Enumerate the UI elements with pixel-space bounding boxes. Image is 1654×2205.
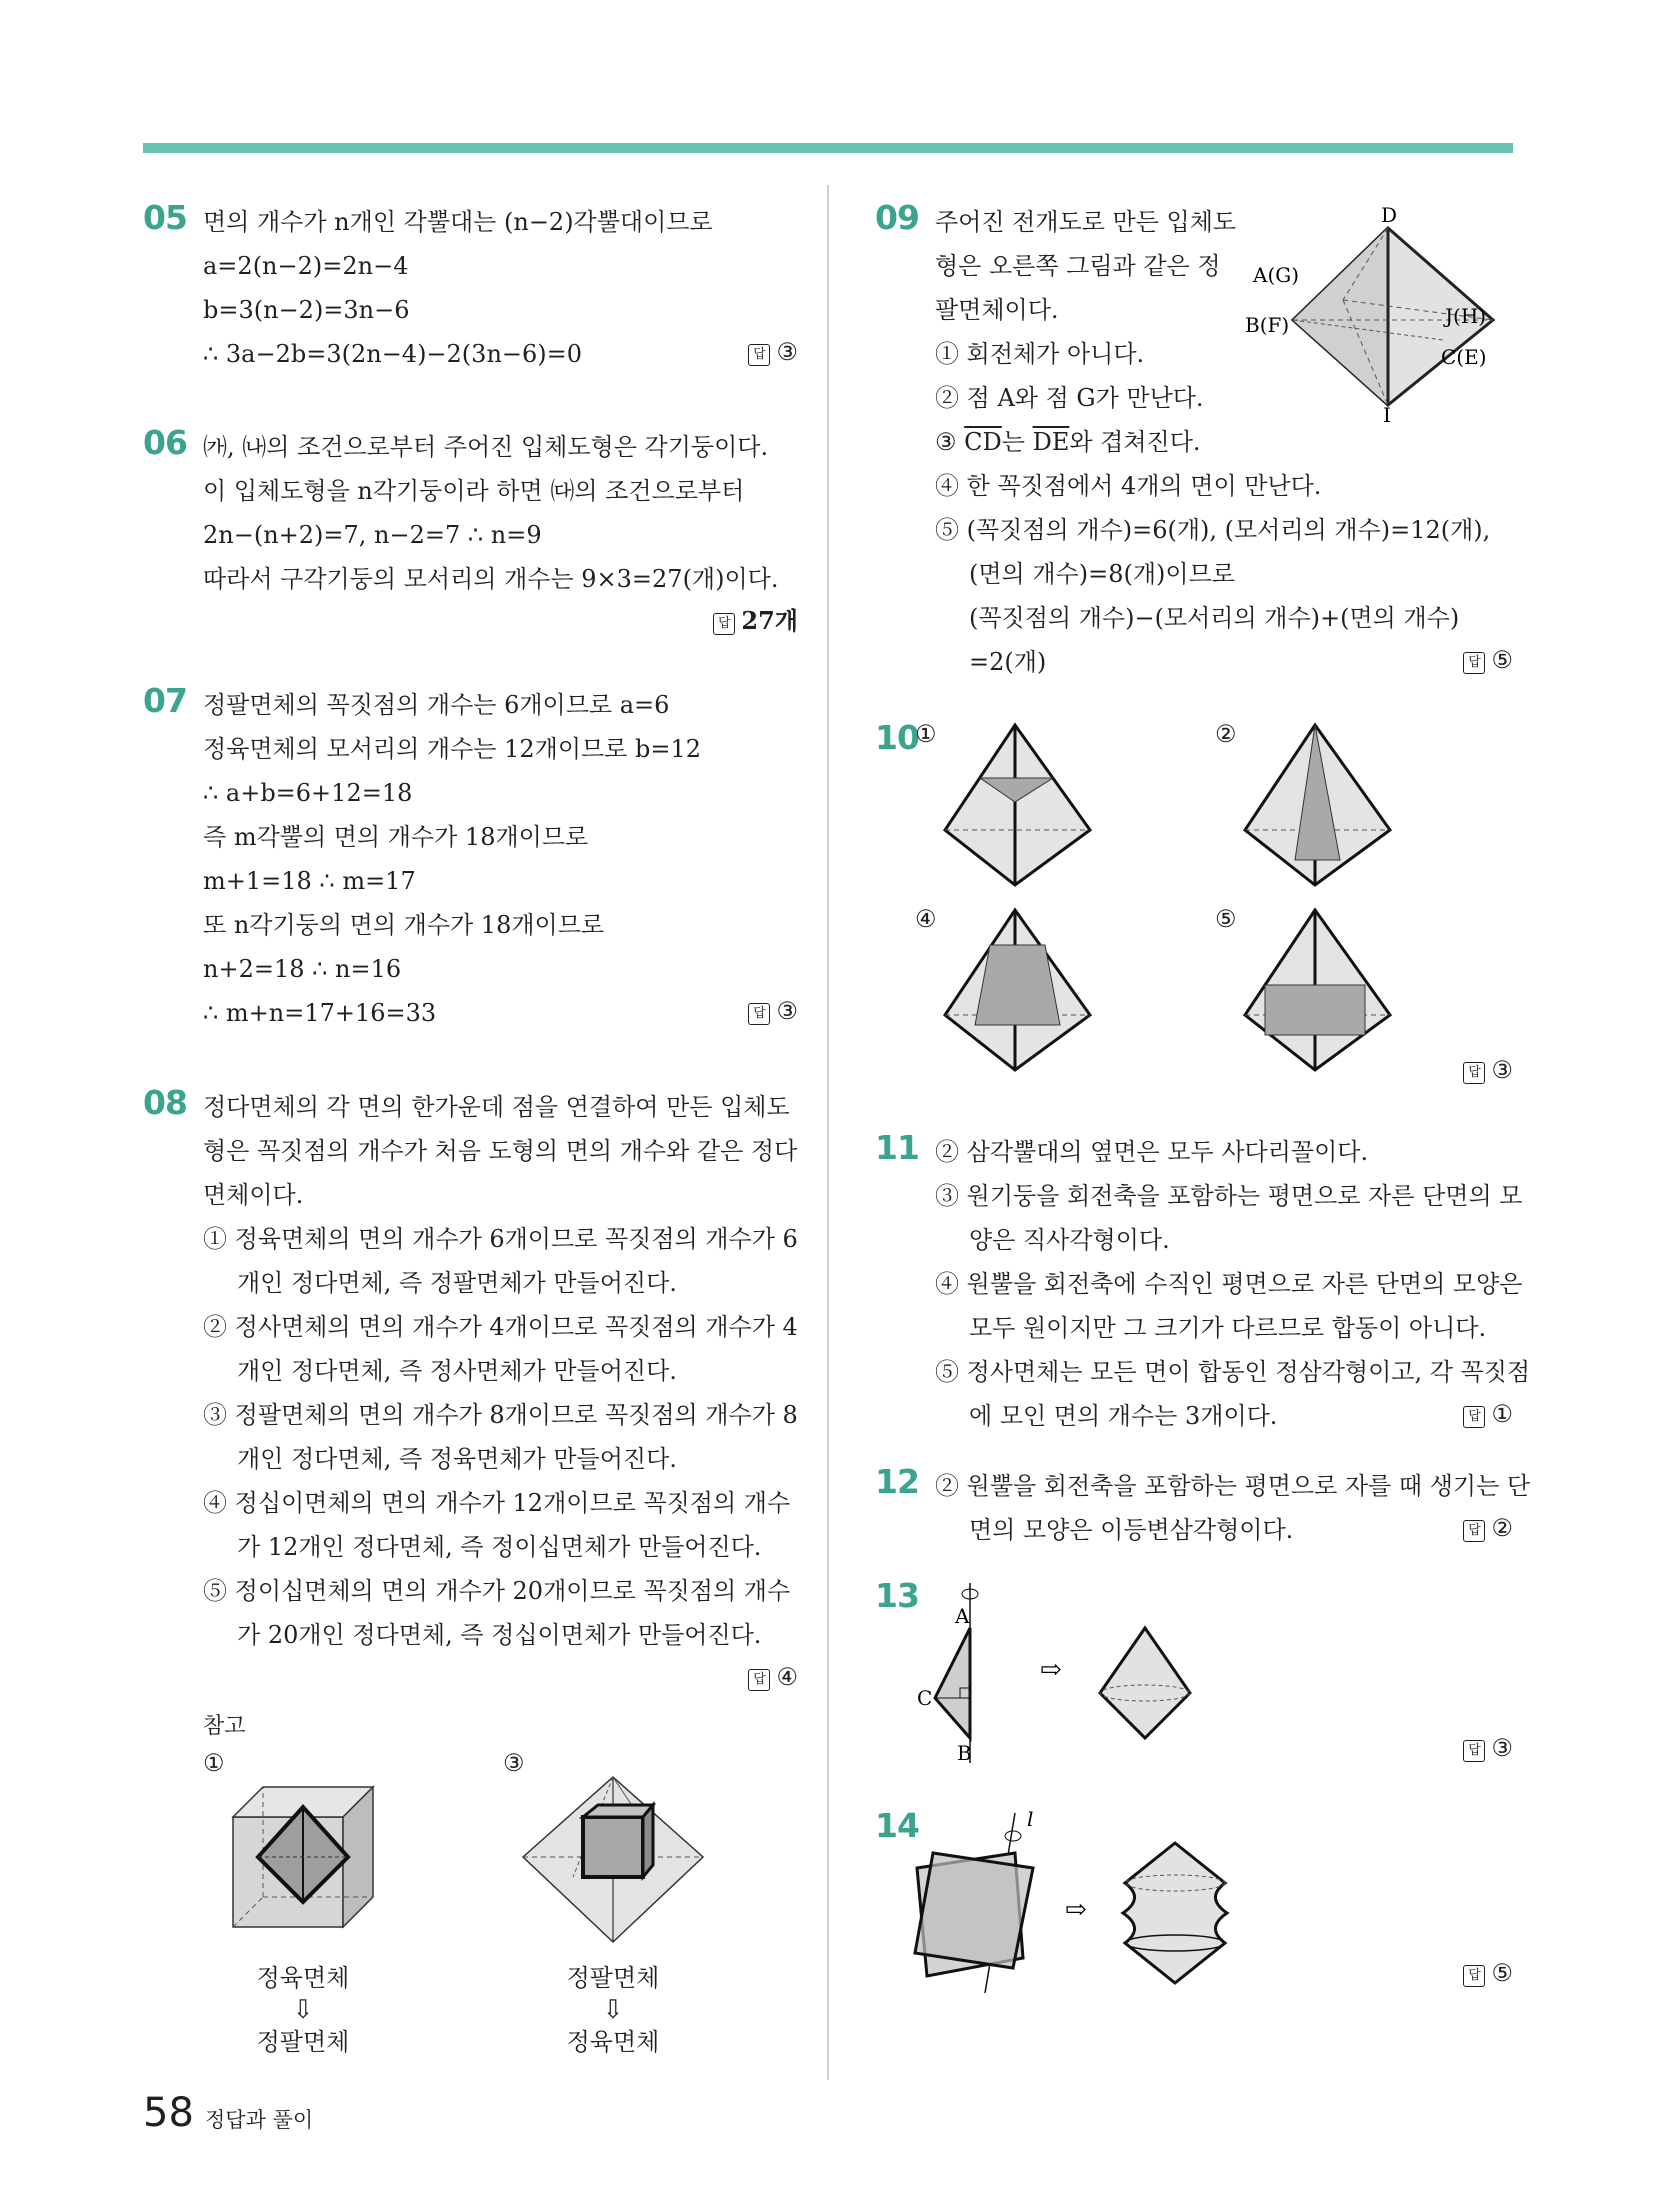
rotation-triangle-figure — [905, 1578, 1235, 1768]
solution-line: ④ 한 꼭짓점에서 4개의 면이 만난다. — [935, 472, 1322, 500]
label-a: A — [955, 1604, 970, 1628]
solution-line: ⑤ 정사면체는 모든 면이 합동인 정삼각형이고, 각 꼭짓점 — [935, 1358, 1531, 1386]
note-title: 참고 — [203, 1714, 246, 1739]
solution-line: 에 모인 면의 개수는 3개이다. — [969, 1402, 1278, 1430]
answer — [1463, 1728, 1513, 1768]
right-arrow-icon: ⇨ — [1040, 1655, 1062, 1685]
note-figures — [203, 1749, 798, 2079]
problem-05 — [143, 200, 798, 380]
footer-label: 정답과 풀이 — [205, 2108, 314, 2132]
problem-number: 09 — [875, 198, 919, 237]
answer-icon: 답 — [1463, 652, 1485, 674]
solution-line: ② 정사면체의 면의 개수가 4개이므로 꼭짓점의 개수가 4 — [203, 1313, 798, 1341]
solution-line: 양은 직사각형이다. — [969, 1226, 1170, 1254]
figure-top-label: 정육면체 — [256, 1964, 350, 1992]
solution-line: 2n−(n+2)=7, n−2=7 ∴ n=9 — [203, 521, 542, 549]
solution-line: ⑤ 정이십면체의 면의 개수가 20개이므로 꼭짓점의 개수 — [203, 1577, 791, 1605]
solution-line: 이 입체도형을 n각기둥이라 하면 ㈐의 조건으로부터 — [203, 477, 745, 505]
solution-line: 정다면체의 각 면의 한가운데 점을 연결하여 만든 입체도 — [203, 1093, 790, 1121]
answer-value: ④ — [776, 1663, 798, 1691]
solution-line: (면의 개수)=8(개)이므로 — [969, 560, 1235, 588]
problem-number: 07 — [143, 681, 187, 720]
answer-value: ③ — [776, 997, 798, 1025]
answer-icon: 답 — [1463, 1062, 1485, 1084]
solution-line: 주어진 전개도로 만든 입체도 — [935, 208, 1237, 236]
text: 와 겹쳐진다. — [1069, 428, 1201, 456]
solution-line: 개인 정다면체, 즉 정육면체가 만들어진다. — [237, 1445, 677, 1473]
answer-icon: 답 — [748, 1003, 770, 1025]
segment-cd: $\overline{CD}$ — [964, 428, 1002, 456]
solution-line: 정육면체의 모서리의 개수는 12개이므로 b=12 — [203, 735, 702, 763]
option-label: ② — [1215, 720, 1237, 748]
solution-line: 즉 m각뿔의 면의 개수가 18개이므로 — [203, 823, 589, 851]
label-l: l — [1027, 1807, 1034, 1831]
answer — [203, 601, 798, 641]
figure-cube-to-octahedron — [203, 1749, 403, 2059]
top-accent-bar — [143, 143, 1513, 153]
problem-number: 12 — [875, 1462, 919, 1501]
label-c: C — [917, 1686, 933, 1710]
tetrahedron-opt2-svg — [1235, 720, 1405, 900]
answer-icon: 답 — [748, 1669, 770, 1691]
option-2 — [1215, 720, 1237, 748]
octahedron-figure — [1245, 203, 1513, 427]
answer-icon: 답 — [1463, 1740, 1485, 1762]
tetrahedron-opt5-svg — [1235, 905, 1405, 1085]
solution-line: ② 삼각뿔대의 옆면은 모두 사다리꼴이다. — [935, 1138, 1369, 1166]
solution-line: (꼭짓점의 개수)−(모서리의 개수)+(면의 개수) — [969, 604, 1460, 632]
solution-line: ⑤ (꼭짓점의 개수)=6(개), (모서리의 개수)=12(개), — [935, 516, 1491, 544]
label-ce: C(E) — [1441, 345, 1487, 369]
text: ③ — [935, 428, 965, 456]
answer-icon: 답 — [748, 344, 770, 366]
figure-label: ① — [203, 1749, 225, 1777]
solution-line: ② 원뿔을 회전축을 포함하는 평면으로 자를 때 생기는 단 — [935, 1472, 1531, 1500]
text: 는 — [1001, 428, 1033, 456]
answer-value: 27개 — [741, 606, 798, 635]
figure-bottom-label: 정팔면체 — [256, 2028, 350, 2056]
problem-06 — [143, 425, 798, 641]
segment-de: $\overline{DE}$ — [1032, 428, 1070, 456]
problem-11 — [875, 1128, 1531, 1434]
problem-number: 14 — [875, 1806, 919, 1845]
problem-09 — [875, 200, 1513, 680]
solution-line: 면의 개수가 n개인 각뿔대는 (n−2)각뿔대이므로 — [203, 208, 713, 236]
solution-line: 가 12개인 정다면체, 즉 정이십면체가 만들어진다. — [237, 1533, 762, 1561]
answer-value: ③ — [776, 338, 798, 366]
problem-13 — [875, 1578, 1513, 1768]
option-5 — [1215, 905, 1237, 933]
solution-line: 가 20개인 정다면체, 즉 정십이면체가 만들어진다. — [237, 1621, 762, 1649]
problem-number: 10 — [875, 718, 919, 757]
label-bf: B(F) — [1245, 313, 1290, 337]
problem-07 — [143, 683, 798, 1031]
answer-icon: 답 — [713, 613, 735, 635]
problem-08 — [143, 1085, 798, 2079]
solution-line: n+2=18 ∴ n=16 — [203, 955, 402, 983]
solution-line: 모두 원이지만 그 크기가 다르므로 합동이 아니다. — [969, 1314, 1487, 1342]
label-d: D — [1381, 203, 1398, 227]
solution-line: ① 회전체가 아니다. — [935, 340, 1145, 368]
solution-line: ∴ m+n=17+16=33 — [203, 999, 437, 1027]
solution-line: ∴ a+b=6+12=18 — [203, 779, 413, 807]
right-column — [875, 198, 1531, 1998]
answer-icon: 답 — [1463, 1406, 1485, 1428]
answer-value: ⑤ — [1491, 1959, 1513, 1987]
answer-value: ⑤ — [1491, 646, 1513, 674]
figure-bottom-label: 정육면체 — [566, 2028, 660, 2056]
label-jh: J(H) — [1445, 304, 1487, 328]
solution-line: ④ 정십이면체의 면의 개수가 12개이므로 꼭짓점의 개수 — [203, 1489, 791, 1517]
solution-line: 면체이다. — [203, 1181, 304, 1209]
solution-line: ∴ 3a−2b=3(2n−4)−2(3n−6)=0 — [203, 340, 583, 368]
solution-line — [935, 420, 1513, 464]
solution-line: b=3(n−2)=3n−6 — [203, 296, 410, 324]
answer-value: ② — [1491, 1514, 1513, 1542]
page-number: 58 — [143, 2090, 194, 2136]
solution-line: ③ 정팔면체의 면의 개수가 8개이므로 꼭짓점의 개수가 8 — [203, 1401, 798, 1429]
column-divider — [827, 185, 829, 2080]
cube-octahedron-svg — [203, 1777, 403, 1947]
option-label: ⑤ — [1215, 905, 1237, 933]
solution-line: 형은 꼭짓점의 개수가 처음 도형의 면의 개수와 같은 정다 — [203, 1137, 798, 1165]
problem-number: 11 — [875, 1128, 919, 1167]
octahedron-cube-svg — [503, 1777, 723, 1947]
problem-10 — [875, 720, 1513, 1090]
solution-line: m+1=18 ∴ m=17 — [203, 867, 416, 895]
label-b: B — [957, 1741, 972, 1765]
problem-number: 06 — [143, 423, 187, 462]
answer-icon: 답 — [1463, 1520, 1485, 1542]
solution-line: 팔면체이다. — [935, 296, 1059, 324]
answer — [203, 1657, 798, 1697]
down-arrow-icon: ⇩ — [292, 1995, 314, 2025]
option-label: ④ — [915, 905, 937, 933]
solution-line: 정팔면체의 꼭짓점의 개수는 6개이므로 a=6 — [203, 691, 670, 719]
answer-value: ① — [1491, 1400, 1513, 1428]
solution-line: ㈎, ㈏의 조건으로부터 주어진 입체도형은 각기둥이다. — [203, 433, 769, 461]
answer-value: ③ — [1491, 1734, 1513, 1762]
solution-line: ④ 원뿔을 회전축에 수직인 평면으로 자른 단면의 모양은 — [935, 1270, 1523, 1298]
figure-label: ③ — [503, 1749, 525, 1777]
answer-icon: 답 — [1463, 1965, 1485, 1987]
solution-line: ② 점 A와 점 G가 만난다. — [935, 384, 1204, 412]
figure-octahedron-to-cube — [503, 1749, 723, 2059]
solution-line: =2(개) — [969, 648, 1047, 676]
label-ag: A(G) — [1253, 263, 1300, 287]
problem-12 — [875, 1462, 1531, 1548]
left-column — [143, 200, 798, 2079]
problem-14 — [875, 1808, 1513, 1998]
solution-line: a=2(n−2)=2n−4 — [203, 252, 409, 280]
down-arrow-icon: ⇩ — [602, 1995, 624, 2025]
problem-number: 08 — [143, 1083, 187, 1122]
option-4 — [915, 905, 937, 933]
solution-line: 따라서 구각기둥의 모서리의 개수는 9×3=27(개)이다. — [203, 565, 779, 593]
solution-line: 형은 오른쪽 그림과 같은 정 — [935, 252, 1221, 280]
figure-top-label: 정팔면체 — [566, 1964, 660, 1992]
rotation-squares-figure — [905, 1808, 1265, 1998]
solution-line: 개인 정다면체, 즉 정사면체가 만들어진다. — [237, 1357, 677, 1385]
solution-line: 면의 모양은 이등변삼각형이다. — [969, 1516, 1294, 1544]
answer-value: ③ — [1491, 1056, 1513, 1084]
problem-number: 05 — [143, 198, 187, 237]
problem-number: 13 — [875, 1576, 919, 1615]
option-label: ① — [915, 720, 937, 748]
answer — [1463, 1050, 1513, 1090]
label-i: I — [1383, 403, 1391, 427]
right-arrow-icon: ⇨ — [1065, 1895, 1087, 1925]
option-1 — [915, 720, 937, 748]
solution-line: 개인 정다면체, 즉 정팔면체가 만들어진다. — [237, 1269, 677, 1297]
tetrahedron-opt4-svg — [935, 905, 1105, 1085]
answer — [1463, 1953, 1513, 1993]
solution-line: 또 n각기둥의 면의 개수가 18개이므로 — [203, 911, 605, 939]
solution-line: ① 정육면체의 면의 개수가 6개이므로 꼭짓점의 개수가 6 — [203, 1225, 798, 1253]
tetrahedron-opt1-svg — [935, 720, 1105, 900]
solution-line: ③ 원기둥을 회전축을 포함하는 평면으로 자른 단면의 모 — [935, 1182, 1523, 1210]
